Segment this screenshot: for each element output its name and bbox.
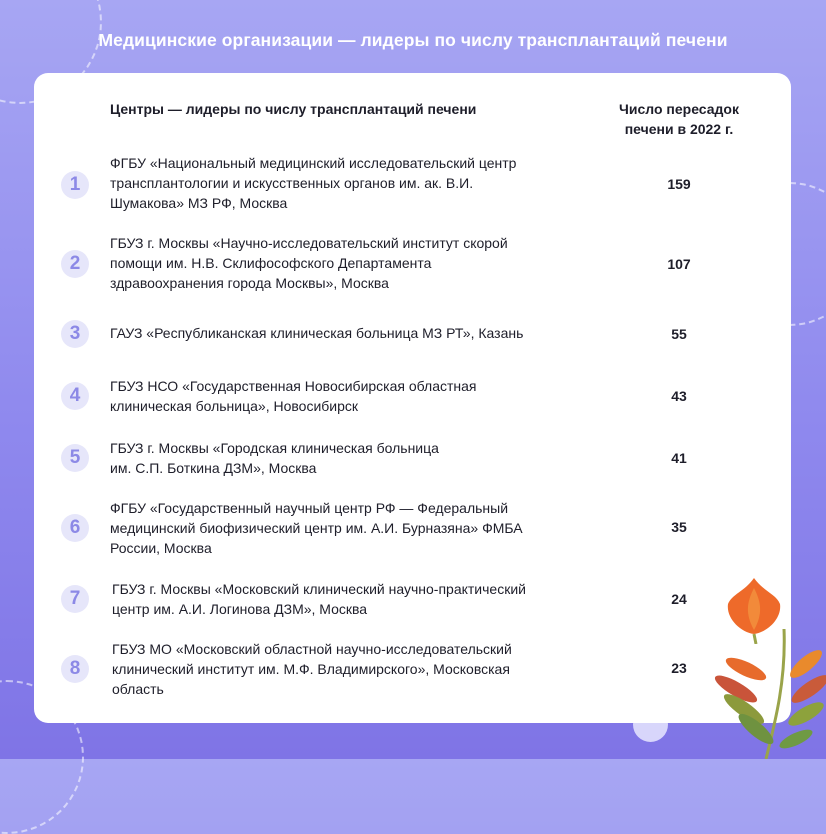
transplant-count: 55 xyxy=(671,326,687,342)
rank-badge: 4 xyxy=(61,382,89,410)
transplant-count: 43 xyxy=(671,388,687,404)
organization-line: ФГБУ «Национальный медицинский исследовательский центр xyxy=(110,155,517,171)
organization-line: медицинский биофизический центр им. А.И. Бурназяна» ФМБА xyxy=(110,520,523,536)
organization-name xyxy=(112,639,582,699)
organization-line: ФГБУ «Государственный научный центр РФ — Федеральный xyxy=(110,500,509,516)
transplant-count: 24 xyxy=(671,591,687,607)
rank-badge: 2 xyxy=(61,250,89,278)
organization-line: центр им. А.И. Логинова ДЗМ», Москва xyxy=(112,601,368,617)
rank-badge: 8 xyxy=(61,655,89,683)
organization-name xyxy=(112,579,582,619)
organization-line: ГАУЗ «Республиканская клиническая больница МЗ РТ», Казань xyxy=(110,325,524,341)
tulip-flower-icon xyxy=(724,574,784,644)
rank-badge: 6 xyxy=(61,514,89,542)
organization-line: помощи им. Н.В. Склифософского Департамента xyxy=(110,255,432,271)
column-header-centers: Центры — лидеры по числу трансплантаций печени xyxy=(110,101,477,117)
organization-line: область xyxy=(112,681,164,697)
organization-line: здравоохранения города Москвы», Москва xyxy=(110,275,389,291)
organization-name xyxy=(110,323,580,343)
organization-name xyxy=(110,233,580,293)
column-header-count xyxy=(599,99,759,139)
organization-line: клиническая больница», Новосибирск xyxy=(110,398,359,414)
organization-name xyxy=(110,376,580,416)
leaders-table-card xyxy=(34,73,791,723)
organization-line: России, Москва xyxy=(110,540,212,556)
organization-line: ГБУЗ г. Москвы «Московский клинический научно-практический xyxy=(112,581,526,597)
column-header-count-line: Число пересадок xyxy=(619,101,739,117)
organization-name xyxy=(110,498,580,558)
organization-line: ГБУЗ НСО «Государственная Новосибирская областная xyxy=(110,378,477,394)
organization-line: им. С.П. Боткина ДЗМ», Москва xyxy=(110,460,317,476)
organization-line: Шумакова» МЗ РФ, Москва xyxy=(110,195,288,211)
column-header-count-line: печени в 2022 г. xyxy=(624,121,734,137)
organization-name xyxy=(110,153,580,213)
leaf-branch-icon xyxy=(712,629,826,759)
transplant-count: 41 xyxy=(671,450,687,466)
rank-badge: 3 xyxy=(61,320,89,348)
organization-line: трансплантологии и искусственных органов им. ак. В.И. xyxy=(110,175,474,191)
transplant-count: 23 xyxy=(671,660,687,676)
rank-badge: 1 xyxy=(61,171,89,199)
organization-line: ГБУЗ МО «Московский областной научно-исследовательский xyxy=(112,641,512,657)
rank-badge: 5 xyxy=(61,444,89,472)
organization-line: ГБУЗ г. Москвы «Городская клиническая больница xyxy=(110,440,439,456)
rank-badge: 7 xyxy=(61,585,89,613)
organization-name xyxy=(110,438,580,478)
transplant-count: 107 xyxy=(667,256,691,272)
organization-line: ГБУЗ г. Москвы «Научно-исследовательский институт скорой xyxy=(110,235,508,251)
organization-line: клинический институт им. М.Ф. Владимирского», Московская xyxy=(112,661,510,677)
transplant-count: 35 xyxy=(671,519,687,535)
page-title: Медицинские организации — лидеры по числу трансплантаций печени xyxy=(98,30,728,50)
transplant-count: 159 xyxy=(667,176,691,192)
